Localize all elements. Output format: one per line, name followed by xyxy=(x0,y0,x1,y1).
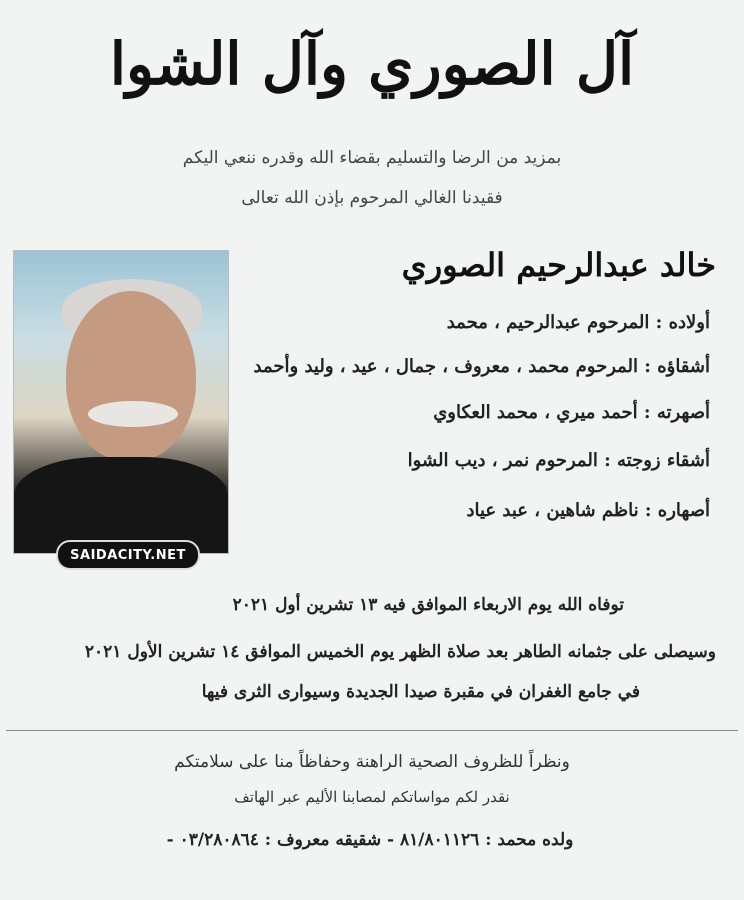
relatives-wife-brothers: أشقاء زوجته : المرحوم نمر ، ديب الشوا xyxy=(407,450,710,471)
covid-note-line-1: ونظراً للظروف الصحية الراهنة وحفاظاً منا على سلامتكم xyxy=(174,752,570,772)
relatives-in-laws: أصهرته : أحمد ميري ، محمد العكاوي xyxy=(433,402,710,423)
relatives-brothers: أشقاؤه : المرحوم محمد ، معروف ، جمال ، عيد ، وليد وأحمد xyxy=(253,356,710,377)
burial-line: في جامع الغفران في مقبرة صيدا الجديدة وسيوارى الثرى فيها xyxy=(201,682,640,702)
prayer-line: وسيصلى على جثمانه الطاهر بعد صلاة الظهر يوم الخميس الموافق ١٤ تشرين الأول ٢٠٢١ xyxy=(84,642,716,662)
divider xyxy=(6,730,738,731)
relatives-sons-in-law: أصهاره : ناظم شاهين ، عبد عياد xyxy=(466,500,710,521)
contact-numbers: ولده محمد : ٨١/٨٠١١٢٦ - شقيقه معروف : ٠٣/٢٨٠٨٦٤ - xyxy=(166,830,574,850)
relatives-children: أولاده : المرحوم عبدالرحيم ، محمد xyxy=(446,312,710,333)
intro-line-1: بمزيد من الرضا والتسليم بقضاء الله وقدره ننعي اليكم xyxy=(182,148,562,168)
deceased-photo xyxy=(13,250,229,554)
death-date-line: توفاه الله يوم الاربعاء الموافق فيه ١٣ تشرين أول ٢٠٢١ xyxy=(232,595,624,615)
family-title: آل الصوري وآل الشوا xyxy=(109,30,635,98)
watermark-logo: SAIDACITY.NET xyxy=(56,540,200,570)
deceased-name: خالد عبدالرحيم الصوري xyxy=(401,246,716,284)
covid-note-line-2: نقدر لكم مواساتكم لمصابنا الأليم عبر الهاتف xyxy=(234,788,510,806)
intro-line-2: فقيدنا الغالي المرحوم بإذن الله تعالى xyxy=(241,188,503,208)
